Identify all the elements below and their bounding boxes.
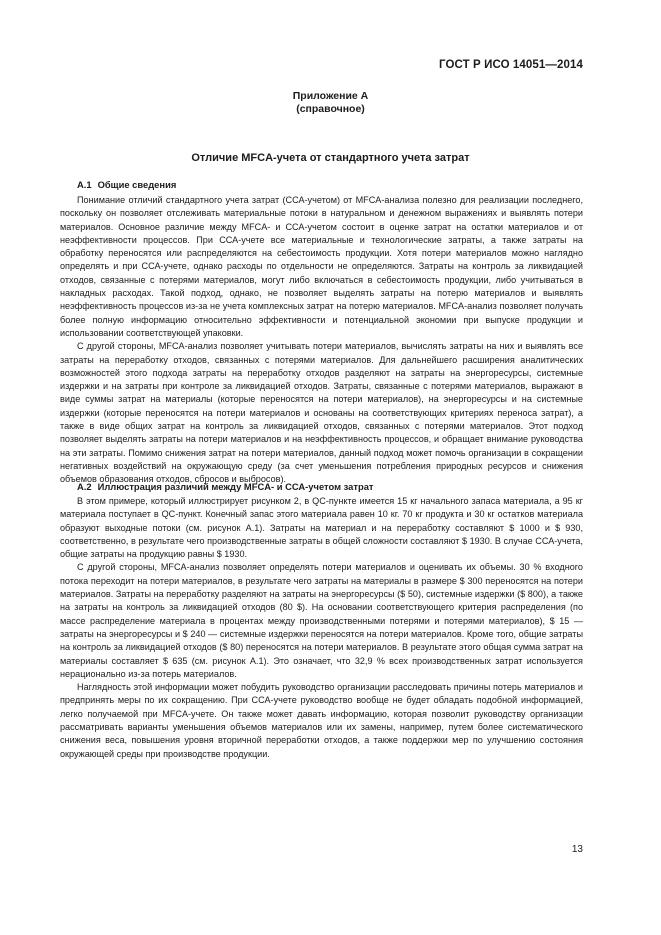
paragraph: С другой стороны, MFCA-анализ позволяет учитывать потери материалов, вычислять затраты на них и выявлять все затраты на переработку отходов, связанных с потерями материалов. Для дальнейшего расширения аналитических возможностей этого подхода затраты на переработку отходов разделяют на затраты на энергоресурсы, системные издержки и на затраты при контроле за ликвидацией отходов. Затраты, связанные с потерями материалов, выражают в виде суммы затрат на материалы (которые переносятся на потери материалов), на энергоресурсы и на системные издержки (которые переносятся на потери материалов и основаны на соответствующих критериях переноса затрат), а также в виде общих затрат на контроль за ликвидацией отходов, связанных с потерями материалов. Этот подход позволяет выделять затраты на потери материалов и на неэффективность процессов, и обращает внимание руководства на эти затраты. Помимо снижения затрат на потери материалов, данный подход может помочь организации в сокращении негативных воздействий на окружающую среду (за счет уменьшения потребления природных ресурсов и снижения объемов образования отходов, сбросов и выбросов). [60, 341, 583, 485]
paragraph: С другой стороны, MFCA-анализ позволяет определять потери материалов и оценивать их объемы. 30 % входного потока переходит на потери материалов, в результате чего затраты на материалы в размере $ 300 переносятся на потери материалов. Затраты на переработку разделяют на затраты на энергоресурсы ($ 50), системные издержки ($ 800), а также на затраты на контроль за ликвидацией отходов (80 $). На основании соответствующего критерия распределения (по массе распределение материала в процентах между производственными потерями и потерями материалов), $ 15 — затраты на энергоресурсы и $ 240 — системные издержки переносятся на потери материалов. Кроме того, общие затраты на контроль за ликвидацией отходов ($ 80) переносятся на потери материалов. В результате этого общая сумма затрат на материалы составляет $ 635 (см. рисунок А.1). Это означает, что 32,9 % всех производственных затрат используется нерационально из-за потерь материалов. [60, 562, 583, 679]
section-title: Общие сведения [97, 179, 177, 190]
paragraph: В этом примере, который иллюстрирует рисунком 2, в QC-пункте имеется 15 кг начального запаса материала, а 95 кг материала поступает в QC-пункт. Конечный запас этого материала равен 10 кг. 70 кг продукта и 30 кг остатков материала образуют выходные потоки (см. рисунок А.1). Затраты на материал и на переработку составляют $ 1000 и $ 930, соответственно, в результате чего производственные затраты в общей сложности составляют $ 1930. В случае ССА-учета, общие затраты на продукцию равны $ 1930. [60, 496, 583, 560]
section-heading-a2 [77, 481, 374, 492]
appendix-title: Приложение А [292, 90, 369, 102]
section-number: А.2 [77, 481, 92, 492]
section-body-a1 [60, 194, 583, 487]
document-title: Отличие MFCA-учета от стандартного учета затрат [191, 152, 470, 164]
section-heading-a1 [77, 179, 176, 190]
paragraph: Наглядность этой информации может побудить руководство организации расследовать причины потерь материалов и предпринять меры по их сокращению. При ССА-учете руководство вообще не будет обладать подобной информацией, легко получаемой при MFCA-учете. Он также может давать информацию, которая позволит руководству организации рассматривать варианты уменьшения объемов материалов или их замены, например, путем более систематического снижения веса, повышения уровня вторичной переработки отходов, а также поддержки мер по улучшению состояния окружающей среды при производстве продукции. [60, 682, 583, 759]
appendix-heading [0, 90, 661, 115]
appendix-subtitle: (справочное) [296, 102, 365, 115]
standard-code-header: ГОСТ Р ИСО 14051—2014 [438, 59, 583, 71]
section-body-a2 [60, 495, 583, 761]
section-title: Иллюстрация различий между MFCA- и ССА-учетом затрат [97, 481, 374, 492]
paragraph: Понимание отличий стандартного учета затрат (ССА-учетом) от MFCA-анализа полезно для реализации последнего, поскольку он позволяет отслеживать материальные потоки в натуральном и денежном выражениях и выявлять потери материалов. Основное различие между MFCA- и ССА-учетом состоит в оценке затрат на остатки материалов и от неэффективности процессов. При ССА-учете все материальные и технологические затраты, а также затраты на обработку переносятся или распределяются на себестоимость продукции. Хотя потери материалов можно наглядно определять и при ССА-учете, однако расходы по отдельности не определяются. Затраты на контроль за ликвидацией отходов, связанные с потерями материалов, могут либо включаться в себестоимость продукции, либо учитываться в накладных расходах. Такой подход, однако, не позволяет выделять затраты на потерю материалов и выявлять неэффективность процессов из-за не учета комплексных затрат на потерю материалов. MFCA-анализ позволяет получать более полную информацию относительно эффективности и потенциальной экономии при выпуске продукции и использовании соответствующей упаковки. [60, 195, 583, 338]
page-number: 13 [571, 844, 583, 855]
section-number: А.1 [77, 179, 92, 190]
